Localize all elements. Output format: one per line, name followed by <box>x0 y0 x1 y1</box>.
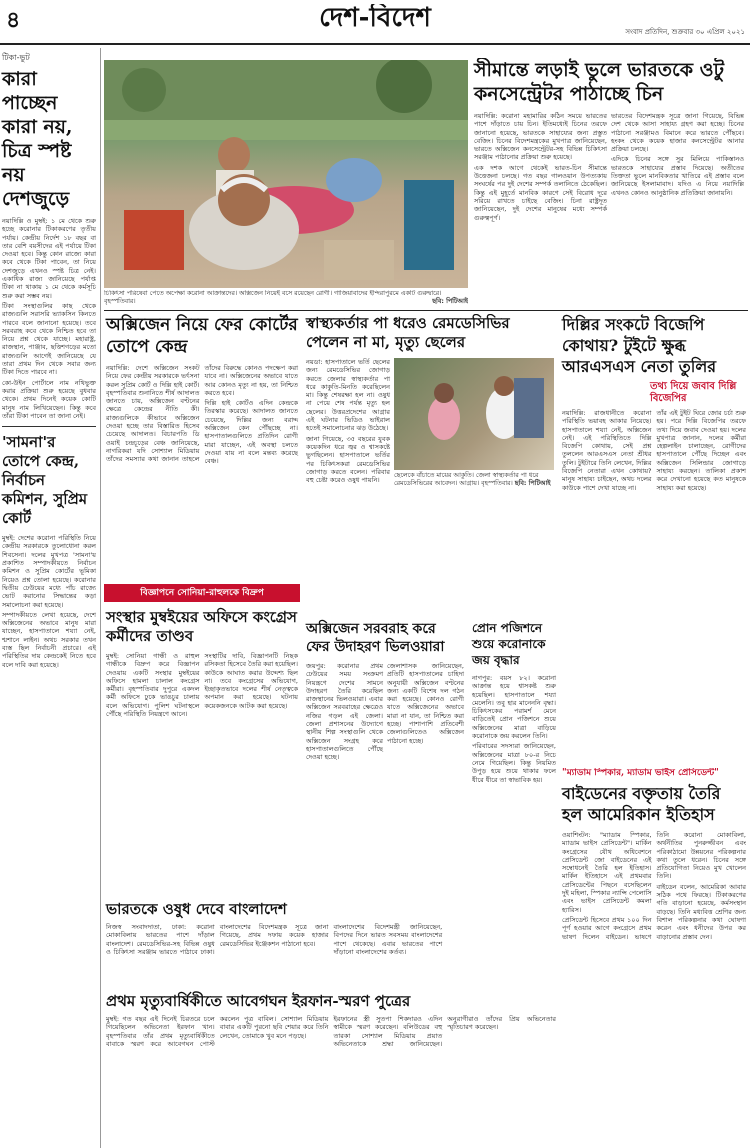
article-body: এদিকে চিনের সঙ্গে সুর মিলিয়ে পাকিস্তানও ভারতকে সাহায্যের প্রস্তাব দিয়েছে। অতীতের তিক্ততা ভুলে মানবিকতার খাতিরে এই প্রস্তাব বলে জানিয়েছে ইসলামাবাদ। যদিও এ নিয়ে নয়াদিল্লি এখনও কোনও আনুষ্ঠানিক প্রতিক্রিয়া জানায়নি। <box>611 155 744 197</box>
article-body: সংস্থাটির দাবি, বিজ্ঞাপনটি নিছক রসিকতা হিসেবে তৈরি করা হয়েছিল। কাউকে আঘাত করার উদ্দেশ্য ছিল না। তবে কংগ্রেসের অভিযোগ, ইচ্ছাকৃতভাবে দলের শীর্ষ নেতৃত্বকে অপমান করা হয়েছে। ঘটনায় কয়েকজনকে আটক করা হয়েছে। <box>204 652 298 710</box>
bangladesh-story <box>104 898 558 988</box>
section-title: দেশ-বিদেশ <box>319 4 431 33</box>
headline-delhi-bjp: দিল্লির সংকটে বিজেপি কোথায়? টুইটে ক্ষুব্ধ আরএসএস নেতা তুলির <box>562 315 717 376</box>
article-body: জেলাশাসক জানিয়েছেন, প্রতিটি হাসপাতালের চাহিদা অনুযায়ী অক্সিজেন বণ্টনের জন্য একটি বিশেষ দল গঠন করা হয়েছে। কোনও রোগী যাতে অক্সিজেনের অভাবে মারা না যান, তা নিশ্চিত করা হচ্ছে। পাশাপাশি প্রতিবেশী জেলাগুলিতেও অক্সিজেন পাঠানো হচ্ছে। <box>387 662 464 745</box>
elderly-story <box>470 618 558 900</box>
headline-remdesivir: স্বাস্থ্যকর্তার পা ধরেও রেমডেসিভির পেলেন না মা, মৃত্যু ছেলের <box>306 314 510 351</box>
bhilwara-story <box>304 618 466 898</box>
section-rule <box>104 310 748 311</box>
kicker: টিকা-ভুট <box>2 53 30 62</box>
article-body: ভারতের বিদেশমন্ত্রক সূত্রে জানা গিয়েছে, বিভিন্ন দেশ থেকে আসা সাহায্য গ্রহণ করা হচ্ছে। চিনের পাঠানো সরঞ্জামও বিমানে করে ভারতে পৌঁছবে। হংকং থেকে কয়েক হাজার কনসেন্ট্রেটর আনার প্রক্রিয়া চলছে। <box>611 112 744 154</box>
headline-biden: বাইডেনের বক্তৃতায় তৈরি হল আমেরিকান ইতিহাস <box>562 784 721 824</box>
article-body: ইরফানের স্ত্রী সুতপা শিকদারও এদিন স্বামীকে স্মরণ করেছেন। বলিউডের বহু তারকা সোশ্যাল মিডিয়ায় প্রয়াত অভিনেতাকে শ্রদ্ধা জানিয়েছেন। অনুরাগীরাও তাঁদের প্রিয় অভিনেতার স্মৃতিচারণ করেছেন। <box>333 1015 556 1048</box>
page-number: ৪ <box>6 8 21 33</box>
biden-story <box>560 768 748 1148</box>
article-body: পরিবারের সদস্যরা জানিয়েছেন, অক্সিজেনের মাত্রা ৮০-র নিচে নেমে গিয়েছিল। কিন্তু নিয়মিত উপুড় হয়ে শুয়ে থাকার ফলে ধীরে ধীরে তা স্বাভাবিক হয়। <box>472 742 556 784</box>
article-body: জানা গিয়েছে, ৩৫ বছরের যুবক কয়েকদিন ধরে জ্বর ও শ্বাসকষ্টে ভুগছিলেন। হাসপাতালে ভর্তির পর চিকিৎসকরা রেমডেসিভির জোগাড় করতে বলেন। পরিবার বহু চেষ্টা করেও ওষুধ পায়নি। <box>306 434 390 485</box>
headline-china: সীমান্তে লড়াই ভুলে ভারতকে ওটু কনসেন্ট্রেটর পাঠাচ্ছে চিন <box>474 59 724 105</box>
headline-prone: প্রোন পজিশনে শুয়ে করোনাকে জয় বৃদ্ধার <box>472 621 546 667</box>
article-body: প্রেসিডেন্ট হিসেবে প্রথম ১০০ দিন পূর্ণ হওয়ার আগে কংগ্রেসে প্রথম ভাষণ দিলেন বাইডেন। ভাষণে তিনি করোনা মোকাবিলা, অর্থনীতির পুনরুজ্জীবন এবং পরিকাঠামো উন্নয়নের পরিকল্পনার কথা তুলে ধরেন। চিনের সঙ্গে প্রতিযোগিতা নিয়েও মুখ খোলেন তিনি। <box>562 831 746 941</box>
subheadline: তথ্য দিয়ে জবাব দিল্লি বিজেপির <box>650 381 737 404</box>
oxygen-court-story <box>104 314 300 582</box>
photo-credit: ছবি: পিটিআই <box>514 480 551 487</box>
china-story <box>470 58 748 308</box>
irfan-story <box>104 990 558 1146</box>
headline-vaccine: কারা পাচ্ছেন কারা নয়, চিত্র স্পষ্ট নয় দেশজুড়ে <box>2 68 73 210</box>
article-body: নয়ডা: হাসপাতালে ভর্তি ছেলের জন্য রেমডেসিভির জোগাড় করতে জেলার স্বাস্থ্যকর্তার পা ধরে কাকুতি-মিনতি করেছিলেন মা। কিন্তু শেষরক্ষা হল না। ওষুধ না পেয়ে শেষ পর্যন্ত মৃত্যু হল ছেলের। উত্তরপ্রদেশের আগ্রার এই ঘটনার ভিডিও ভাইরাল হতেই সমালোচনার ঝড় উঠেছে। <box>306 358 390 433</box>
article-body: মুম্বই: গত বছর এই দিনেই চিরতরে চলে গিয়েছিলেন অভিনেতা ইরফান খান। বৃহস্পতিবার তাঁর প্রথম মৃত্যুবার্ষিকীতে বাবাকে স্মরণ করে আবেগঘন পোস্ট করলেন পুত্র বাবিল। সোশ্যাল মিডিয়ায় বাবার একটি পুরনো ছবি শেয়ার করে তিনি লেখেন, তোমাকে খুব মনে পড়ছে। <box>106 1015 329 1048</box>
headline-bhilwara: অক্সিজেন সরবরাহ করে ফের উদাহরণ ভিলওয়ারা <box>306 621 445 655</box>
top-photo <box>104 60 468 288</box>
article-body: বাংলাদেশের বিদেশমন্ত্রী জানিয়েছেন, বিপদের দিনে ভারত সবসময় বাংলাদেশের পাশে থেকেছে। এবার ভারতের পাশে দাঁড়ানো বাংলাদেশের কর্তব্য। <box>333 923 443 956</box>
delhi-bjp-story <box>560 314 748 764</box>
headline-congress: সংস্থার মুম্বইয়ের অফিসে কংগ্রেস কর্মীদের তাণ্ডব <box>106 608 297 645</box>
article-body: নয়াদিল্লি: দেশে অক্সিজেন সংকট নিয়ে ফের কেন্দ্রীয় সরকারকে ভর্ৎসনা করল সুপ্রিম কোর্ট ও দিল্লি হাই কোর্ট। বৃহস্পতিবার শুনানিতে শীর্ষ আদালত জানতে চায়, অক্সিজেন বণ্টনের ক্ষেত্রে কেন্দ্রের নীতি কী। রাজ্যগুলিকে কীভাবে অক্সিজেন দেওয়া হচ্ছে তার বিস্তারিত হিসেব চেয়েছে আদালত। বিচারপতি ডি ওয়াই চন্দ্রচূড়ের বেঞ্চ জানিয়েছে, নাগরিকরা যদি সোশ্যাল মিডিয়ায় তাঁদের সমস্যার কথা জানান তাহলে তাঁদের বিরুদ্ধে কোনও পদক্ষেপ করা যাবে না। অক্সিজেনের অভাবে যাতে আর কোনও মৃত্যু না হয়, তা নিশ্চিত করতে হবে। <box>106 364 298 464</box>
article-body: নিজস্ব সংবাদদাতা, ঢাকা: করোনা মোকাবিলায় ভারতের পাশে দাঁড়াল বাংলাদেশ। রেমডেসিভির-সহ বিভিন্ন ওষুধ ও চিকিৎসা সরঞ্জাম ভারতে পাঠাবে ঢাকা। বাংলাদেশের বিদেশমন্ত্রক সূত্রে জানা গিয়েছে, প্রথম দফায় কয়েক হাজার রেমডেসিভির ইঞ্জেকশন পাঠানো হবে। <box>106 923 329 956</box>
photo-caption <box>104 290 468 308</box>
article-body: জয়পুর: করোনার প্রথম ঢেউয়ের সময় সংক্রমণ নিয়ন্ত্রণে দেশের সামনে উদাহরণ তৈরি করেছিল রাজস্থানের ভিলওয়ারা। এবার অক্সিজেন সরবরাহের ক্ষেত্রেও নজির গড়ল এই জেলা। জেলা প্রশাসনের উদ্যোগে স্থানীয় শিল্প সংস্থাগুলি থেকে অক্সিজেন সংগ্রহ করে হাসপাতালগুলিতে পৌঁছে দেওয়া হচ্ছে। <box>306 662 383 762</box>
photo-illustration <box>104 60 468 288</box>
remdesivir-photo <box>394 358 554 470</box>
article-body: সম্পাদকীয়তে লেখা হয়েছে, দেশে অক্সিজেনের অভাবে মানুষ মারা যাচ্ছেন, হাসপাতালে শয্যা নেই, শ্মশানে লাইন। অথচ সরকার তখন ব্যস্ত ছিল নির্বাচনী প্রচারে। এই পরিস্থিতির দায় কেন্দ্রকেই নিতে হবে বলে দাবি করা হয়েছে। <box>2 610 96 669</box>
headline-oxygen-court: অক্সিজেন নিয়ে ফের কোর্টের তোপে কেন্দ্র <box>106 315 298 357</box>
photo-caption: ছেলেকে বাঁচাতে মায়ের আকুতি। জেলা স্বাস্থ্যকর্তার পা ধরে রেমডেসিভিরের আবেদন। আগ্রায়। বৃহস্পতিবার। <box>394 472 539 487</box>
health-worker-story <box>304 314 556 614</box>
article-body: টিকা সংস্থাগুলির কাছ থেকে রাজ্যগুলি সরাসরি ভ্যাকসিন কিনতে পারবে বলে জানানো হয়েছে। তবে সরবরাহ কবে থেকে নিশ্চিত হবে তা নিয়ে প্রশ্ন থেকে যাচ্ছে। মহারাষ্ট্র, রাজস্থান, পাঞ্জাব, ছত্তিশগড়ের মতো রাজ্যগুলি আগেই জানিয়েছে যে তারা প্রথম দিন থেকে সবার জন্য টিকা দিতে পারবে না। <box>2 301 96 377</box>
left-column <box>0 48 98 1148</box>
article-body: দিল্লি হাই কোর্টও এদিন কেন্দ্রকে তিরস্কার করেছে। আদালত জানতে চেয়েছে, দিল্লির জন্য বরাদ্দ অক্সিজেন কেন পৌঁছচ্ছে না। হাসপাতালগুলিতে প্রতিদিন রোগী মারা যাচ্ছেন, এই অবস্থা চলতে দেওয়া যায় না বলে মন্তব্য করেছে বেঞ্চ। <box>204 399 298 466</box>
article-body: তাঁর এই টুইট ঘিরে জোর চর্চা শুরু হয়। পরে দিল্লি বিজেপির তরফে তথ্য দিয়ে জবাব দেওয়া হয়। দলের মুখপাত্র জানান, দলের কর্মীরা হেল্পলাইন চালাচ্ছেন, রোগীদের হাসপাতালে পৌঁছে দিচ্ছেন এবং অক্সিজেন সিলিন্ডার জোগাড়ে সাহায্য করছেন। তালিকা প্রকাশ করে দেখানো হয়েছে কত মানুষকে সাহায্য করা হয়েছে। <box>656 409 746 492</box>
banner-ad-mock <box>104 584 300 602</box>
article-body: নয়াদিল্লি: করোনা মহামারির কঠিন সময়ে ভারতের পাশে দাঁড়াতে চায় চিন। ইতিমধ্যেই চিনের তরফে জানানো হয়েছে, ভারতকে সাহায্যের জন্য প্রস্তুত বেজিং। চিনের বিদেশমন্ত্রকের মুখপাত্র জানিয়েছেন, ভারতে অক্সিজেন কনসেন্ট্রেটর-সহ বিভিন্ন চিকিৎসা সরঞ্জাম পাঠানোর প্রক্রিয়া শুরু হয়েছে। <box>474 112 607 162</box>
article-body: মুম্বই: দেশের করোনা পরিস্থিতি নিয়ে কেন্দ্রীয় সরকারকে তুলোধোনা করল শিবসেনা। দলের মুখপত্র 'সামনা'য় প্রকাশিত সম্পাদকীয়তে নির্বাচন কমিশন ও সুপ্রিম কোর্টের ভূমিকা নিয়েও প্রশ্ন তোলা হয়েছে। করোনার দ্বিতীয় ঢেউয়ের মধ্যে পাঁচ রাজ্যে ভোট করানোর সিদ্ধান্তের কড়া সমালোচনা করা হয়েছে। <box>2 534 96 609</box>
kicker-biden: "ম্যাডাম স্পিকার, ম্যাডাম ভাইস প্রেসিডেন্ট" <box>562 768 719 778</box>
caption-text: চিকিৎসা পরিষেবা পেতে অপেক্ষা করোনা আক্রান্তদের। অক্সিজেন নিয়েই বসে রয়েছেন রোগী। গাজিয়াবাদের ইন্দিরাপুরমে একটি গুরুদ্বারে। বৃহস্পতিবার। <box>104 290 442 305</box>
headline-irfan: প্রথম মৃত্যুবার্ষিকীতে আবেগঘন ইরফান-স্মরণ পুত্রের <box>106 992 411 1010</box>
column-rule <box>100 48 101 1148</box>
article-body: মুম্বই: সোনিয়া গান্ধী ও রাহুল গান্ধীকে বিদ্রুপ করে বিজ্ঞাপন দেওয়ায় একটি সংস্থার মুম্বইয়ের অফিসে হামলা চালাল কংগ্রেস কর্মীরা। বৃহস্পতিবার দুপুরে একদল কর্মী অফিসে ঢুকে ভাঙচুর চালায় বলে অভিযোগ। পুলিশ ঘটনাস্থলে পৌঁছে পরিস্থিতি নিয়ন্ত্রণে আনে। <box>106 652 200 719</box>
article-body: ওয়াশিংটন: "ম্যাডাম স্পিকার, ম্যাডাম ভাইস প্রেসিডেন্ট"। মার্কিন কংগ্রেসের যৌথ অধিবেশনে প্রেসিডেন্ট জো বাইডেনের এই সম্বোধনেই তৈরি হল ইতিহাস। মার্কিন ইতিহাসে এই প্রথমবার প্রেসিডেন্টের পিছনে বসেছিলেন দুই মহিলা, স্পিকার ন্যান্সি পেলোসি এবং ভাইস প্রেসিডেন্ট কমলা হ্যারিস। <box>562 831 652 914</box>
article-body: নয়াদিল্লি ও মুম্বই: ১ মে থেকে শুরু হচ্ছে করোনার টিকাকরণের তৃতীয় পর্যায়। কেন্দ্রীয় নির্দেশ ১৮ বছর বা তার বেশি বয়সীদের এই পর্যায়ে টিকা দেওয়া হবে। কিন্তু কোন রাজ্যে কারা কবে থেকে টিকা পাবেন, তা নিয়ে দেশজুড়ে এখনও স্পষ্ট চিত্র নেই। একাধিক রাজ্য জানিয়েছে পর্যাপ্ত টিকা না থাকায় ১ মে থেকে কর্মসূচি শুরু করা সম্ভব নয়। <box>2 217 96 300</box>
banner-text: বিজ্ঞাপনে সোনিয়া-রাহুলকে বিদ্রুপ <box>140 588 264 598</box>
article-body: বাইডেন বলেন, আমেরিকা আবার সঠিক পথে ফিরছে। টিকাকরণের গতি বাড়ানো হয়েছে, কর্মসংস্থান বাড়ছে। তিনি মধ্যবিত্ত শ্রেণির জন্য বিশাল পরিকল্পনার কথা ঘোষণা করেন এবং ধনীদের উপর কর বাড়ানোর প্রস্তাব দেন। <box>656 882 746 941</box>
article-body: নয়াদিল্লি: রাজধানীতে করোনা পরিস্থিতি ভয়াবহ আকার নিয়েছে। হাসপাতালে শয্যা নেই, অক্সিজেন নেই। এই পরিস্থিতিতে দিল্লি বিজেপি কোথায়, সেই প্রশ্ন তুললেন আরএসএস নেতা শ্রীধর তুলি। টুইটারে তিনি লেখেন, দিল্লির বিজেপি নেতারা এখন কোথায়? মানুষ সাহায্য চাইছেন, অথচ দলের কাউকে পাশে দেখা যাচ্ছে না। <box>562 409 652 492</box>
article-body: কো-উইন পোর্টালে নাম নথিভুক্ত করার প্রক্রিয়া শুরু হয়েছে বুধবার থেকে। প্রথম দিনেই কয়েক কোটি মানুষ নাম লিখিয়েছেন। কিন্তু কবে তাঁরা টিকা পাবেন তা জানা নেই। <box>2 378 96 420</box>
photo-credit: ছবি: পিটিআই <box>432 298 468 305</box>
article-body: নাগপুর: বয়স ৮২। করোনা আক্রান্ত হয়ে শ্বাসকষ্ট শুরু হয়েছিল। হাসপাতালে শয্যা মেলেনি। তবু হার মানেননি বৃদ্ধা। চিকিৎসকের পরামর্শ মেনে বাড়িতেই প্রোন পজিশনে শুয়ে অক্সিজেনের মাত্রা বাড়িয়ে করোনাকে জয় করলেন তিনি। <box>472 674 556 741</box>
masthead <box>0 0 750 44</box>
headline-bangladesh: ভারতকে ওষুধ দেবে বাংলাদেশ <box>106 900 287 918</box>
masthead-rule <box>0 43 750 45</box>
congress-story <box>104 606 300 890</box>
dateline: সংবাদ প্রতিদিন, শুক্রবার ৩০ এপ্রিল ২০২১ <box>625 28 745 36</box>
headline-saamana: 'সামনা'র তোপে কেন্দ্র, নির্বাচন কমিশন, সুপ্রিম কোর্ট <box>2 433 88 528</box>
article-body: এক দশক আগে থেকেই ভারত-চিন সীমান্তে উত্তেজনা চলছে। গত বছর গালওয়ান উপত্যকায় সংঘর্ষের পর দুই দেশের সম্পর্ক তলানিতে ঠেকেছিল। কিন্তু এই মুহূর্তে মানবিক কারণে সেই বিরোধ দূরে সরিয়ে রাখতে চাইছে বেজিং। চিনা রাষ্ট্রদূত জানিয়েছেন, দুই দেশের মানুষের মধ্যে সম্পর্ক গুরুত্বপূর্ণ। <box>474 163 607 222</box>
